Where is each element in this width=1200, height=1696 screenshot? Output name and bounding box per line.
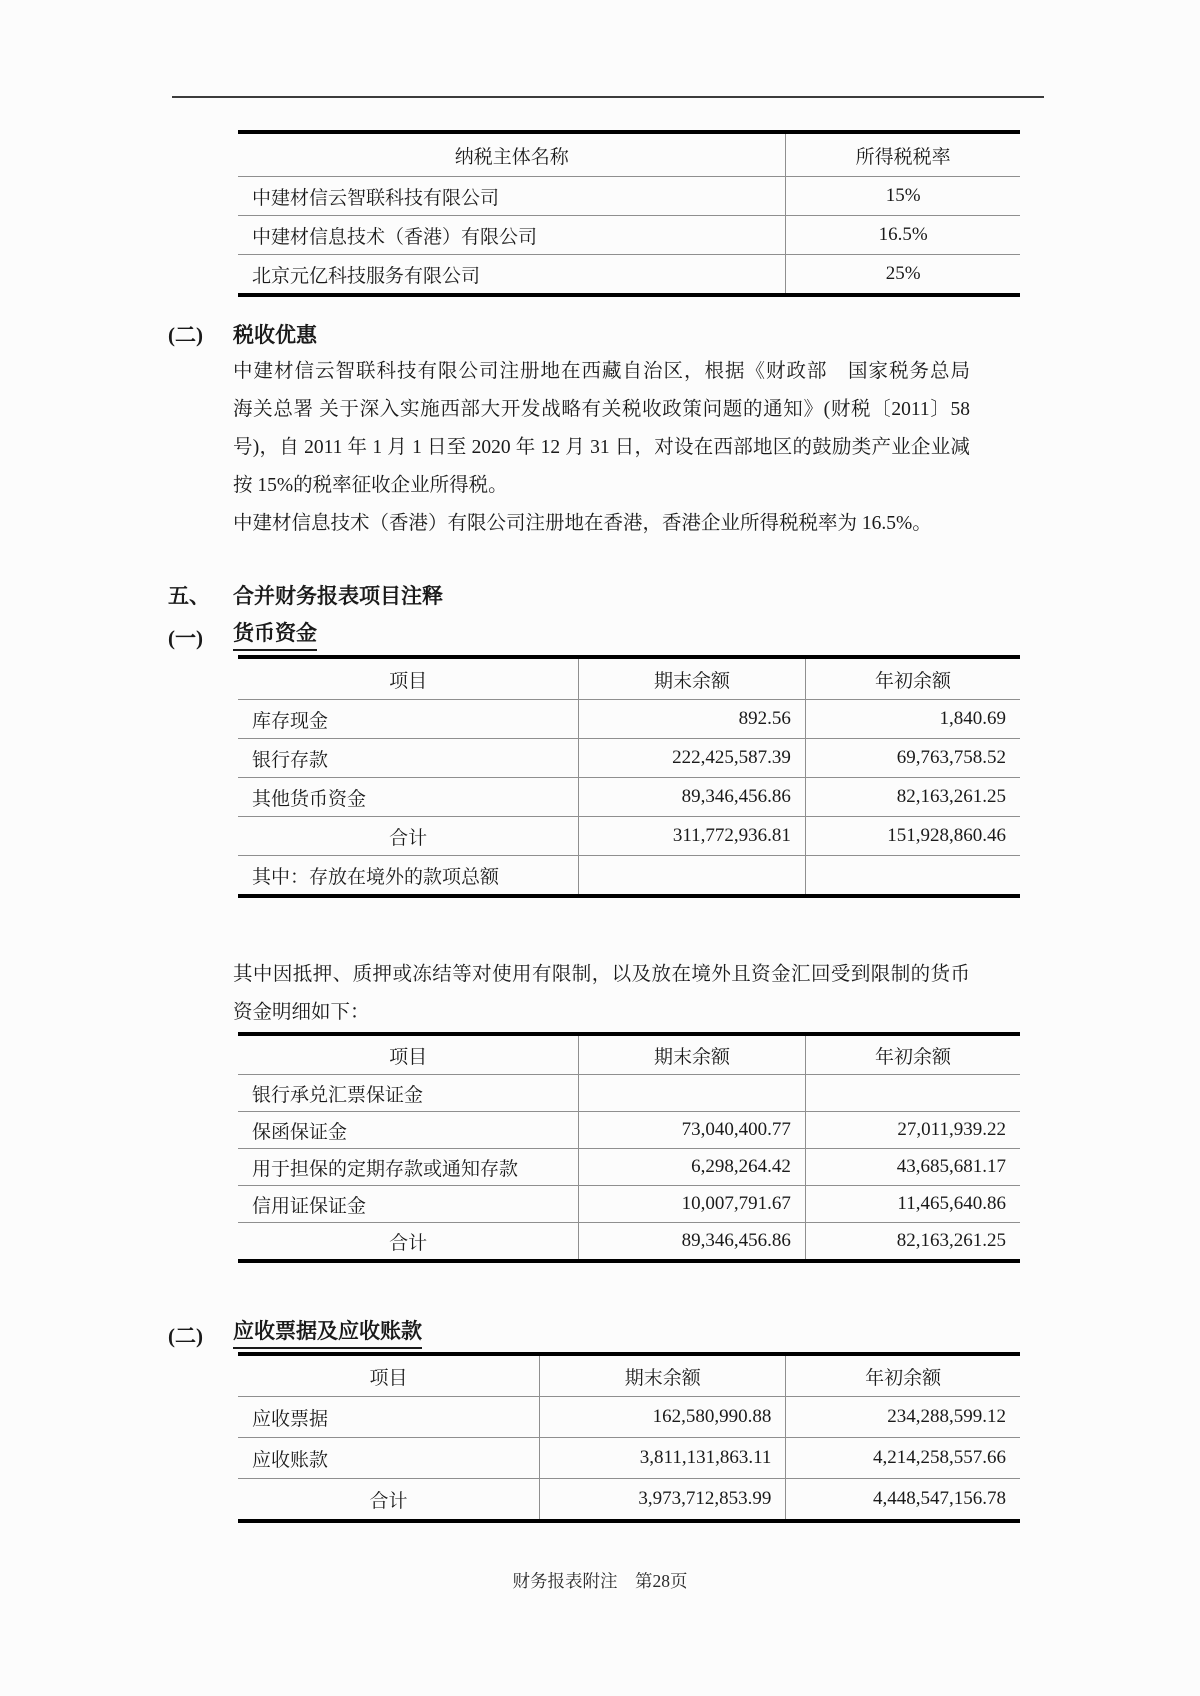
table-header-row <box>238 1036 1020 1074</box>
ending-balance: 10,007,791.67 <box>578 1186 805 1222</box>
item-label: 保函保证金 <box>252 1121 348 1143</box>
ending-balance <box>578 856 805 894</box>
beginning-balance: 4,214,258,557.66 <box>785 1438 1020 1478</box>
ending-balance: 162,580,990.88 <box>539 1397 785 1437</box>
table-header-row <box>238 134 1020 176</box>
tax-rate: 25% <box>785 255 1020 293</box>
restricted-funds-table <box>238 1032 1020 1263</box>
item-label: 信用证保证金 <box>252 1195 367 1217</box>
table-row <box>238 738 1020 777</box>
ending-balance: 73,040,400.77 <box>578 1112 805 1148</box>
page-footer: 财务报表附注 第28页 <box>512 1571 688 1591</box>
table-row <box>238 1074 1020 1111</box>
section-heading-monetary-funds <box>168 620 317 651</box>
paragraph: 中建材信云智联科技有限公司注册地在西藏自治区，根据《财政部 国家税务总局 海关总署 关于深入实施西部大开发战略有关税收政策问题的通知》(财税〔2011〕58 号)，自 2011 年 1 月 1 日至 2020 年 12 月 31 日，对设在西部地区的鼓励类产业企业减按 15%的税率征收企业所得税。 <box>233 361 990 496</box>
total-label: 合计 <box>389 1232 428 1254</box>
item-label: 其中：存放在境外的款项总额 <box>252 866 500 888</box>
item-label: 银行承兑汇票保证金 <box>252 1084 424 1106</box>
entity-name: 北京元亿科技服务有限公司 <box>252 265 481 287</box>
beginning-balance <box>805 1075 1020 1111</box>
beginning-balance: 151,928,860.46 <box>805 817 1020 855</box>
beginning-balance: 1,840.69 <box>805 700 1020 738</box>
section-heading-notes <box>168 583 443 609</box>
item-label: 库存现金 <box>252 710 329 732</box>
beginning-balance: 69,763,758.52 <box>805 739 1020 777</box>
table-row <box>238 1148 1020 1185</box>
beginning-balance: 11,465,640.86 <box>805 1186 1020 1222</box>
tax-incentive-paragraphs <box>233 353 990 543</box>
ending-balance: 3,973,712,853.99 <box>539 1479 785 1519</box>
column-header-beginning-balance: 年初余额 <box>785 1356 1020 1396</box>
beginning-balance: 82,163,261.25 <box>805 1223 1020 1259</box>
table-total-row <box>238 1478 1020 1519</box>
table-row <box>238 176 1020 215</box>
beginning-balance <box>805 856 1020 894</box>
column-header-ending-balance: 期末余额 <box>578 659 805 699</box>
tax-rate: 16.5% <box>785 216 1020 254</box>
section-heading-tax-incentive <box>168 322 317 348</box>
section-title: 合并财务报表项目注释 <box>233 584 443 608</box>
section-number: (二) <box>168 1324 203 1348</box>
table-row <box>238 699 1020 738</box>
beginning-balance: 27,011,939.22 <box>805 1112 1020 1148</box>
section-title: 应收票据及应收账款 <box>233 1318 422 1349</box>
table-header-row <box>238 659 1020 699</box>
column-header-entity: 纳税主体名称 <box>454 146 569 168</box>
page-header-rule <box>172 96 1044 98</box>
total-label: 合计 <box>389 827 428 849</box>
section-heading-receivables <box>168 1318 422 1349</box>
item-label: 用于担保的定期存款或通知存款 <box>252 1158 519 1180</box>
table-row <box>238 1396 1020 1437</box>
table-row <box>238 855 1020 894</box>
beginning-balance: 43,685,681.17 <box>805 1149 1020 1185</box>
ending-balance: 89,346,456.86 <box>578 778 805 816</box>
entity-name: 中建材信云智联科技有限公司 <box>252 187 500 209</box>
section-title: 货币资金 <box>233 620 317 651</box>
beginning-balance: 234,288,599.12 <box>785 1397 1020 1437</box>
column-header-item: 项目 <box>389 670 428 692</box>
paragraph: 其中因抵押、质押或冻结等对使用有限制，以及放在境外且资金汇回受到限制的货币资金明细如下： <box>233 964 970 1023</box>
ending-balance: 222,425,587.39 <box>578 739 805 777</box>
column-header-item: 项目 <box>389 1046 428 1068</box>
table-total-row <box>238 816 1020 855</box>
paragraph: 中建材信息技术（香港）有限公司注册地在香港，香港企业所得税税率为 16.5%。 <box>233 513 932 534</box>
table-row <box>238 1111 1020 1148</box>
table-row <box>238 215 1020 254</box>
ending-balance: 6,298,264.42 <box>578 1149 805 1185</box>
table-row <box>238 1437 1020 1478</box>
table-row <box>238 1185 1020 1222</box>
item-label: 其他货币资金 <box>252 788 367 810</box>
restricted-funds-intro <box>233 956 970 1032</box>
total-label: 合计 <box>369 1490 408 1512</box>
section-title: 税收优惠 <box>233 323 317 347</box>
table-row <box>238 254 1020 293</box>
item-label: 应收票据 <box>252 1408 329 1430</box>
ending-balance: 311,772,936.81 <box>578 817 805 855</box>
beginning-balance: 82,163,261.25 <box>805 778 1020 816</box>
column-header-beginning-balance: 年初余额 <box>805 1036 1020 1074</box>
monetary-funds-table <box>238 655 1020 898</box>
item-label: 银行存款 <box>252 749 329 771</box>
table-total-row <box>238 1222 1020 1259</box>
column-header-item: 项目 <box>369 1367 408 1389</box>
ending-balance <box>578 1075 805 1111</box>
beginning-balance: 4,448,547,156.78 <box>785 1479 1020 1519</box>
table-header-row <box>238 1356 1020 1396</box>
column-header-rate: 所得税税率 <box>785 134 1020 176</box>
ending-balance: 892.56 <box>578 700 805 738</box>
table-row <box>238 777 1020 816</box>
entity-name: 中建材信息技术（香港）有限公司 <box>252 226 538 248</box>
column-header-ending-balance: 期末余额 <box>539 1356 785 1396</box>
section-number: (二) <box>168 323 203 347</box>
section-number: (一) <box>168 626 203 650</box>
ending-balance: 3,811,131,863.11 <box>539 1438 785 1478</box>
tax-rate: 15% <box>785 177 1020 215</box>
ending-balance: 89,346,456.86 <box>578 1223 805 1259</box>
section-number: 五、 <box>168 584 210 608</box>
column-header-beginning-balance: 年初余额 <box>805 659 1020 699</box>
item-label: 应收账款 <box>252 1449 329 1471</box>
column-header-ending-balance: 期末余额 <box>578 1036 805 1074</box>
receivables-table <box>238 1352 1020 1523</box>
tax-rate-table <box>238 130 1020 297</box>
